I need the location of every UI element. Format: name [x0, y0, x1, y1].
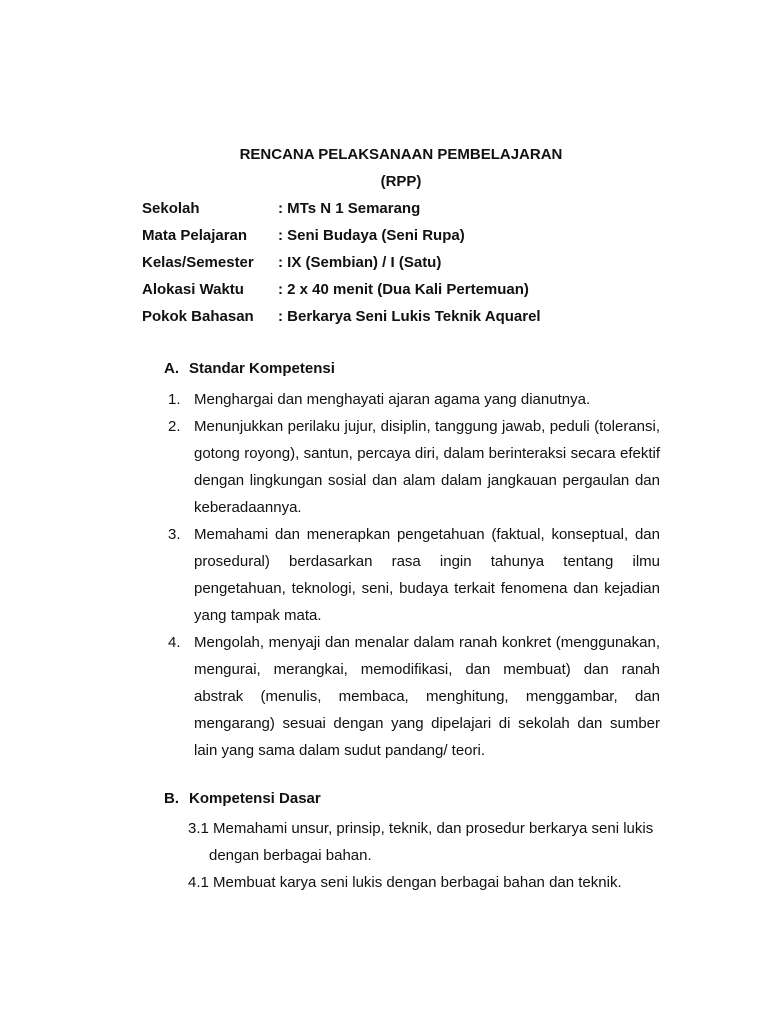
section-letter: B.: [164, 790, 179, 807]
kompetensi-dasar-list: [188, 815, 668, 896]
identity-table: [142, 200, 541, 335]
info-value: : 2 x 40 menit (Dua Kali Pertemuan): [278, 281, 529, 298]
item-number: 3.: [168, 526, 181, 543]
info-row-pokok-bahasan: [142, 308, 541, 335]
list-item: [168, 629, 660, 764]
item-number: 1.: [168, 391, 181, 408]
info-label: Mata Pelajaran: [142, 227, 248, 244]
item-text: Menunjukkan perilaku jujur, disiplin, tanggung jawab, peduli (toleransi, gotong royong), santun, percaya diri, dalam berinteraksi secara efektif dengan lingkungan sosial dan alam dalam jangkauan pergaulan dan keberadaannya.: [194, 418, 660, 516]
info-row-kelas-semester: [142, 254, 541, 281]
item-number: 2.: [168, 418, 181, 435]
info-label: Kelas/Semester: [142, 254, 254, 271]
info-value: : Seni Budaya (Seni Rupa): [278, 227, 465, 244]
list-item: [168, 386, 660, 413]
info-value: : IX (Sembian) / I (Satu): [278, 254, 442, 271]
section-title: Standar Kompetensi: [189, 360, 335, 377]
info-row-mata-pelajaran: [142, 227, 541, 254]
info-label: Pokok Bahasan: [142, 308, 254, 325]
info-value: : MTs N 1 Semarang: [278, 200, 421, 217]
item-text: Memahami dan menerapkan pengetahuan (faktual, konseptual, dan prosedural) berdasarkan rasa ingin tahunya tentang ilmu pengetahuan, teknologi, seni, budaya terkait fenomena dan kejadian yang tampak mata.: [194, 526, 660, 624]
standar-kompetensi-list: [168, 386, 660, 764]
section-heading-standar-kompetensi: [164, 360, 335, 377]
list-item: 3.1 Memahami unsur, prinsip, teknik, dan prosedur berkarya seni lukis dengan berbagai bahan.: [188, 820, 654, 864]
info-row-alokasi-waktu: [142, 281, 541, 308]
list-item: [168, 413, 660, 521]
document-subtitle: (RPP): [380, 173, 422, 190]
info-row-sekolah: [142, 200, 541, 227]
section-heading-kompetensi-dasar: [164, 790, 321, 807]
item-number: 4.: [168, 634, 181, 651]
section-title: Kompetensi Dasar: [189, 790, 321, 807]
list-item: [168, 521, 660, 629]
info-label: Sekolah: [142, 200, 200, 217]
section-letter: A.: [164, 360, 179, 377]
info-label: Alokasi Waktu: [142, 281, 244, 298]
list-item: 4.1 Membuat karya seni lukis dengan berbagai bahan dan teknik.: [188, 874, 622, 891]
item-text: Mengolah, menyaji dan menalar dalam ranah konkret (menggunakan, mengurai, merangkai, memodifikasi, dan membuat) dan ranah abstrak (menulis, membaca, menghitung, menggambar, dan mengarang) sesuai dengan yang dipelajari di sekolah dan sumber lain yang sama dalam sudut pandang/ teori.: [194, 634, 660, 759]
item-text: Menghargai dan menghayati ajaran agama yang dianutnya.: [194, 391, 591, 408]
info-value: : Berkarya Seni Lukis Teknik Aquarel: [278, 308, 541, 325]
document-title: RENCANA PELAKSANAAN PEMBELAJARAN: [239, 146, 563, 163]
